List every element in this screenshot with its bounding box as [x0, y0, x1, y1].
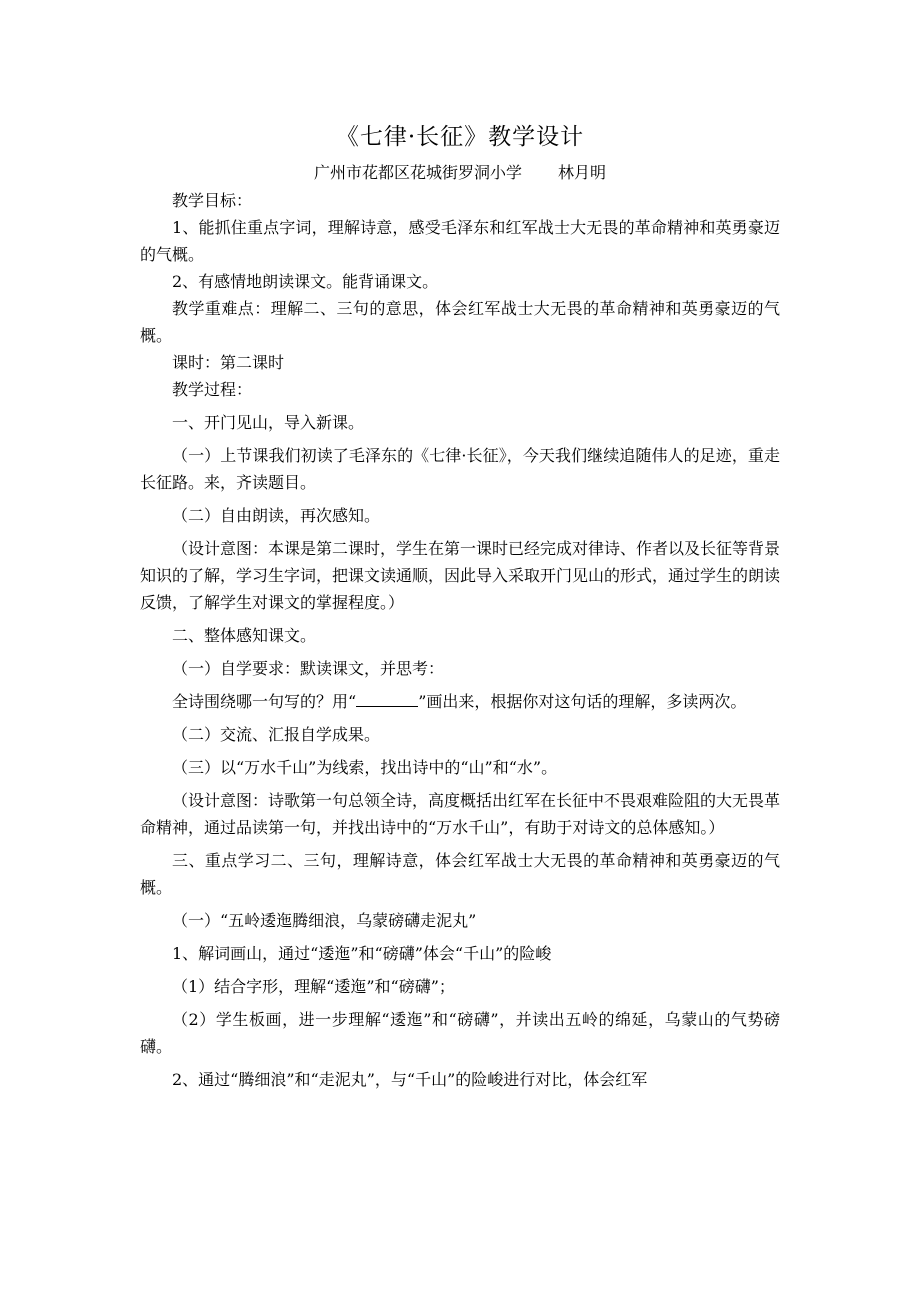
paragraph: （二）交流、汇报自学成果。 — [172, 725, 381, 744]
paragraph: 三、重点学习二、三句，理解诗意，体会红军战士大无畏的革命精神和英勇豪迈的气概。 — [140, 851, 780, 897]
paragraph: （二）自由朗读，再次感知。 — [172, 506, 381, 525]
paragraph-part: ”画出来，根据你对这句话的理解，多读两次。 — [418, 692, 747, 711]
paragraph: （三）以“万水千山”为线索，找出诗中的“山”和“水”。 — [172, 758, 558, 777]
paragraph: 一、开门见山，导入新课。 — [172, 413, 365, 432]
paragraph — [140, 688, 780, 715]
paragraph: 课时：第二课时 — [172, 353, 285, 372]
paragraph: （一）自学要求：默读课文，并思考： — [172, 659, 445, 678]
paragraph: 二、整体感知课文。 — [172, 626, 317, 645]
paragraph: （一）上节课我们初读了毛泽东的《七律·长征》，今天我们继续追随伟人的足迹，重走长征路。来，齐读题目。 — [140, 446, 780, 492]
document-title: 《七律·长征》教学设计 — [335, 124, 585, 150]
paragraph: （设计意图：诗歌第一句总领全诗，高度概括出红军在长征中不畏艰难险阻的大无畏革命精神，通过品读第一句，并找出诗中的“万水千山”，有助于对诗文的总体感知。） — [140, 791, 781, 837]
paragraph: （设计意图：本课是第二课时，学生在第一课时已经完成对律诗、作者以及长征等背景知识的了解，学习生字词，把课文读通顺，因此导入采取开门见山的形式，通过学生的朗读反馈，了解学生对课文的掌握程度。） — [140, 539, 781, 612]
paragraph: 教学目标： — [172, 191, 253, 210]
document-subtitle — [0, 160, 920, 183]
paragraph: （2）学生板画，进一步理解“逶迤”和“磅礴”，并读出五岭的绵延，乌蒙山的气势磅礴。 — [140, 1010, 780, 1056]
paragraph: （1）结合字形，理解“逶迤”和“磅礴”； — [172, 977, 455, 996]
paragraph: （一）“五岭逶迤腾细浪，乌蒙磅礴走泥丸” — [172, 911, 477, 930]
paragraph: 2、有感情地朗读课文。能背诵课文。 — [172, 272, 439, 291]
paragraph: 2、通过“腾细浪”和“走泥丸”，与“千山”的险峻进行对比，体会红军 — [172, 1070, 648, 1089]
underline-blank — [356, 692, 418, 707]
paragraph: 教学过程： — [172, 380, 253, 399]
paragraph: 1、能抓住重点字词，理解诗意，感受毛泽东和红军战士大无畏的革命精神和英勇豪迈的气概。 — [140, 218, 780, 264]
document-body — [140, 187, 780, 1093]
school-name: 广州市花都区花城街罗洞小学 — [313, 163, 522, 182]
paragraph: 教学重难点：理解二、三句的意思，体会红军战士大无畏的革命精神和英勇豪迈的气概。 — [140, 299, 780, 345]
paragraph: 1、解词画山，通过“逶迤”和“磅礴”体会“千山”的险峻 — [172, 944, 552, 963]
author-name: 林月明 — [558, 163, 607, 182]
paragraph-part: 全诗围绕哪一句写的？用“ — [172, 692, 357, 711]
